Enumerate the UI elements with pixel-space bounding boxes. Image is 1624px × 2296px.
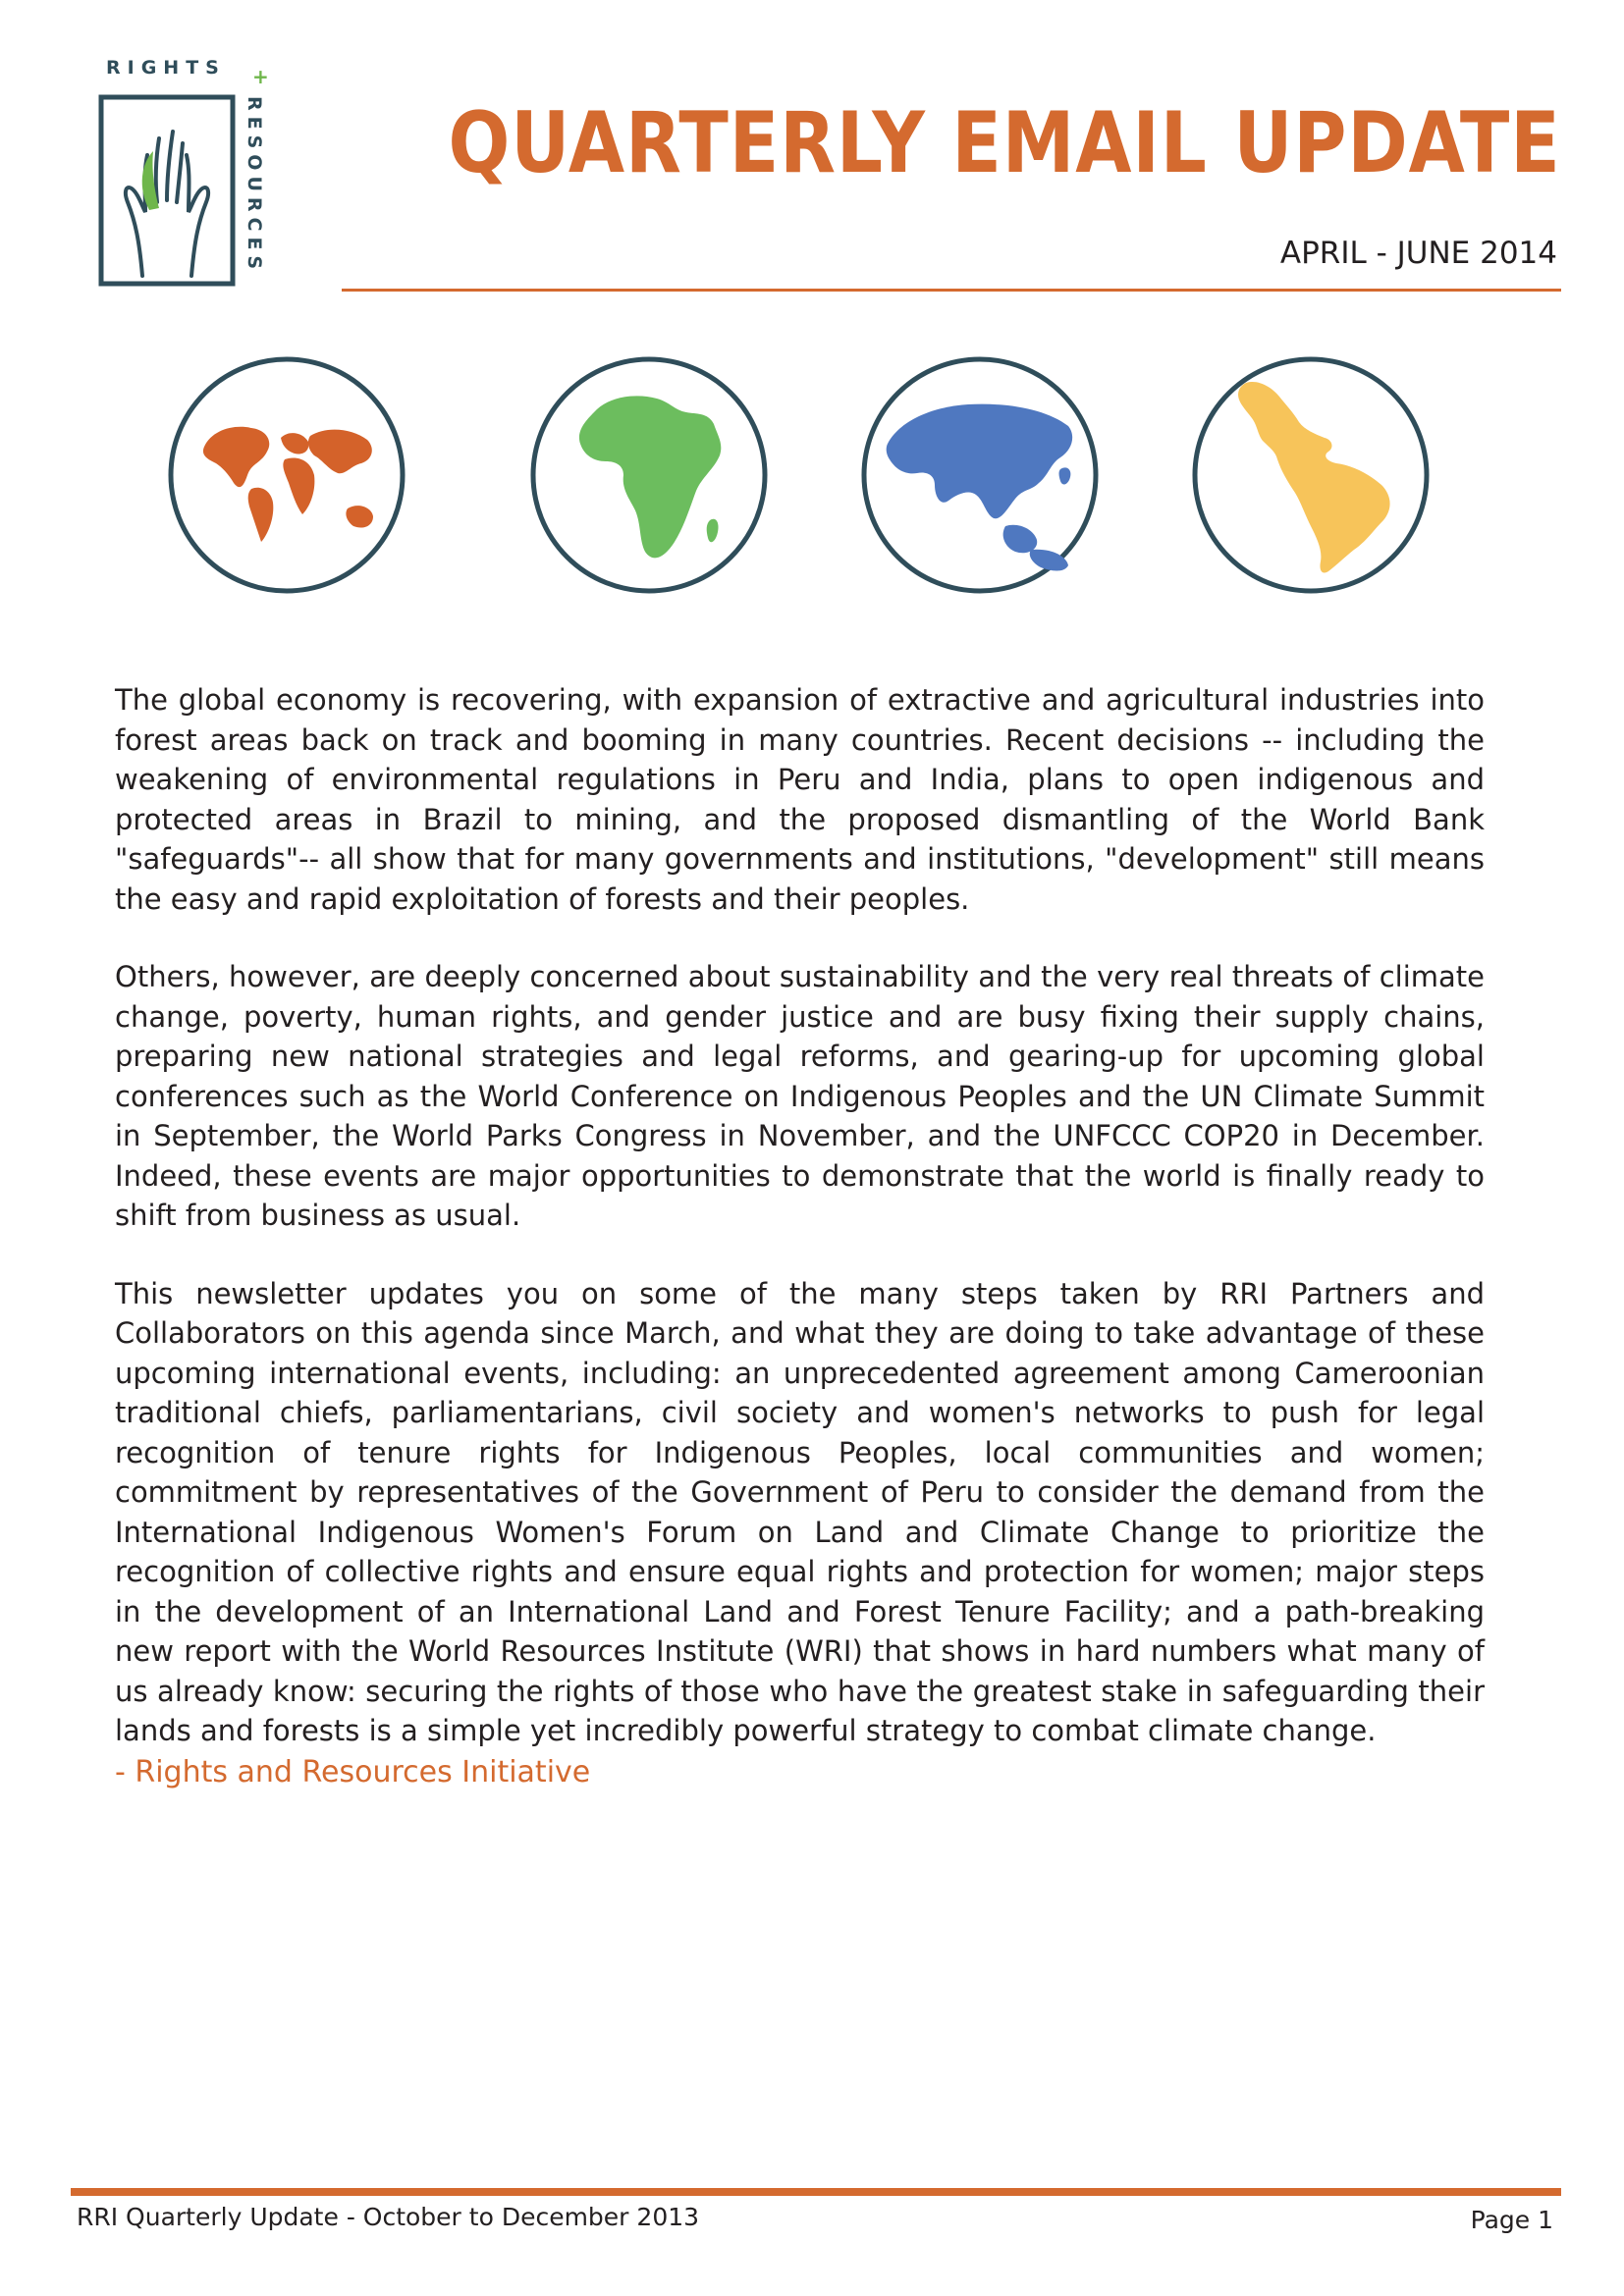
paragraph-3: This newsletter updates you on some of the many steps taken by RRI Partners and Collaborators on this agenda since March, and what they are doing to take advantage of these upcoming international events, including: an unprecedented agreement among Cameroonian traditional chiefs, parliamentarians, civil society and women's networks to push for legal recognition of tenure rights for Indigenous Peoples, local communities and women; commitment by representatives of the Government of Peru to consider the demand from the International Indigenous Women's Forum on Land and Climate Change to prioritize the recognition of collective rights and ensure equal rights and protection for women; major steps in the development of an International Land and Forest Tenure Facility; and a path-breaking new report with the World Resources Institute (WRI) that shows in hard numbers what many of us already know: securing the rights of those who have the greatest stake in safeguarding their lands and forests is a simple yet incredibly powerful strategy to combat climate change. — [115, 1276, 1485, 1747]
logo-plus-sign: + — [252, 65, 269, 88]
signature: - Rights and Resources Initiative — [115, 1755, 591, 1789]
latin-america-map-globe-icon — [1189, 353, 1433, 597]
logo-resources-text: RESOURCES — [244, 96, 265, 276]
hands-icon — [98, 94, 236, 287]
paragraph-1: The global economy is recovering, with expansion of extractive and agricultural industries into forest areas back on track and booming in many countries. Recent decisions -- including the weakening of environmental regulations in Peru and India, plans to open indigenous and protected areas in Brazil to mining, and the proposed dismantling of the World Bank "safeguards"-- all show that for many governments and institutions, "development" still means the easy and rapid exploitation of forests and their peoples. — [115, 683, 1485, 916]
rights-resources-logo — [94, 57, 281, 293]
world-map-globe-icon — [165, 353, 408, 597]
paragraph-2: Others, however, are deeply concerned about sustainability and the very real threats of climate change, poverty, human rights, and gender justice and are busy fixing their supply chains, preparing new national strategies and legal reforms, and gearing-up for upcoming global conferences such as the World Conference on Indigenous Peoples and the UN Climate Summit in September, the World Parks Congress in November, and the UNFCCC COP20 in December. Indeed, these events are major opportunities to demonstrate that the world is finally ready to shift from business as usual. — [115, 960, 1485, 1232]
footer-divider — [71, 2188, 1561, 2196]
asia-map-globe-icon — [858, 353, 1102, 597]
header-divider — [342, 289, 1561, 292]
footer-publication-title: RRI Quarterly Update - October to December 2013 — [77, 2203, 700, 2231]
page-title: QUARTERLY EMAIL UPDATE — [448, 94, 1561, 192]
article-body — [115, 680, 1485, 1789]
page-number: Page 1 — [1470, 2206, 1553, 2234]
date-range: APRIL - JUNE 2014 — [1279, 236, 1557, 271]
africa-map-globe-icon — [527, 353, 771, 597]
logo-rights-text: RIGHTS — [106, 57, 226, 79]
